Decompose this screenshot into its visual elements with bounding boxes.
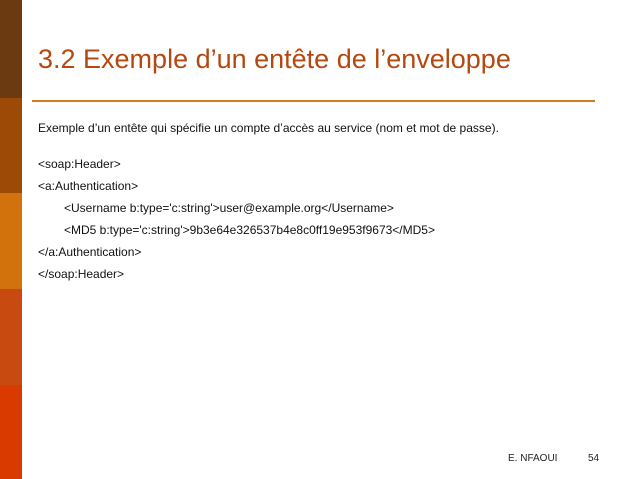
side-bar-segment: [0, 385, 22, 479]
code-line-md5: <MD5 b:type='c:string'>9b3e64e326537b4e8c0ff19e953f9673</MD5>: [64, 223, 435, 237]
intro-text: Exemple d’un entête qui spécifie un compte d’accès au service (nom et mot de passe).: [38, 121, 499, 135]
footer-author: E. NFAOUI: [508, 453, 558, 464]
code-line-authentication-open: <a:Authentication>: [38, 179, 139, 193]
side-bar-segment: [0, 289, 22, 385]
slide-title: 3.2 Exemple d’un entête de l’enveloppe: [38, 44, 511, 74]
code-line-authentication-close: </a:Authentication>: [38, 245, 142, 259]
side-bar-segment: [0, 193, 22, 289]
title-divider: [32, 100, 595, 102]
code-line-soap-header-open: <soap:Header>: [38, 157, 121, 171]
page-number: 54: [588, 453, 600, 464]
slide-content: [38, 117, 598, 285]
side-bar-segment: [0, 0, 22, 98]
code-line-username: <Username b:type='c:string'>user@example.org</Username>: [64, 201, 394, 215]
decorative-side-bar: [0, 0, 22, 479]
code-line-soap-header-close: </soap:Header>: [38, 267, 125, 281]
side-bar-segment: [0, 98, 22, 193]
